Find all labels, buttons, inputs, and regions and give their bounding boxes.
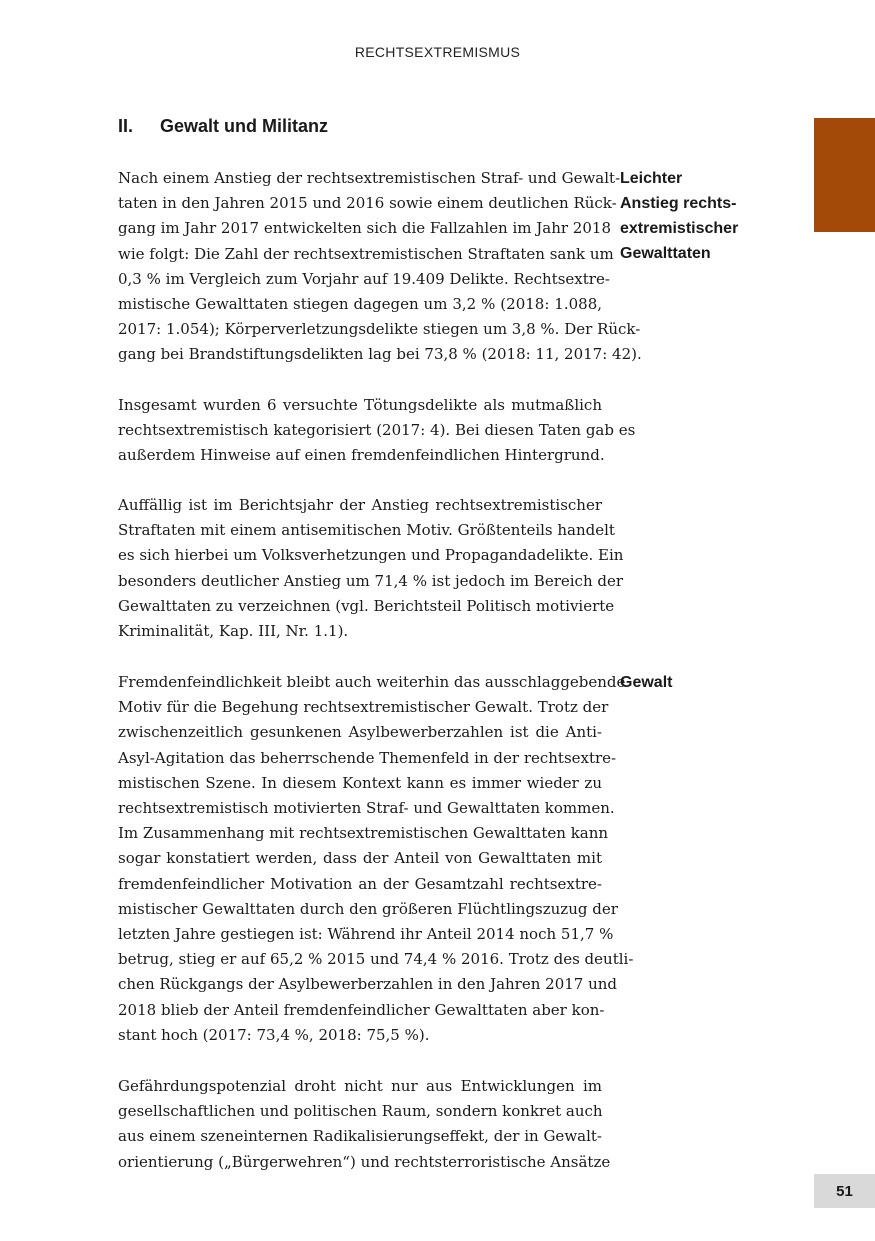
paragraph-2 (118, 393, 636, 469)
text-line: Gewalttaten zu verzeichnen (vgl. Berichtsteil Politisch motivierte (118, 596, 615, 615)
paragraph-3 (118, 493, 624, 644)
section-title (118, 116, 328, 137)
text-line: Fremdenfeindlichkeit bleibt auch weiterhin das ausschlaggebende (118, 673, 626, 691)
text-line: Im Zusammenhang mit rechtsextremistischen Gewalttaten kann (118, 824, 609, 843)
margin-note-violence-increase (620, 166, 800, 266)
text-line: 2018 blieb der Anteil fremdenfeindlicher Gewalttaten aber kon- (118, 1000, 605, 1019)
page-number-text: 51 (836, 1182, 853, 1200)
text-line: aus einem szeneinternen Radikalisierungseffekt, der in Gewalt- (118, 1127, 602, 1146)
paragraph-5 (118, 1074, 611, 1175)
text-line: gang im Jahr 2017 entwickelten sich die Fallzahlen im Jahr 2018 (118, 219, 611, 238)
text-line: wie folgt: Die Zahl der rechtsextremistischen Straftaten sank um (118, 244, 614, 263)
text-line: Kriminalität, Kap. III, Nr. 1.1). (118, 622, 349, 641)
margin-note-line: Leichter (620, 170, 683, 187)
running-head: RECHTSEXTREMISMUS (354, 44, 521, 60)
text-line: Insgesamt wurden 6 versuchte Tötungsdelikte als mutmaßlich (118, 396, 602, 414)
text-line: chen Rückgangs der Asylbewerberzahlen in den Jahren 2017 und (118, 975, 618, 994)
text-line: Straftaten mit einem antisemitischen Motiv. Größtenteils handelt (118, 521, 615, 540)
text-line: fremdenfeindlicher Motivation an der Gesamtzahl rechtsextre- (118, 874, 602, 893)
text-line: besonders deutlicher Anstieg um 71,4 % ist jedoch im Bereich der (118, 571, 624, 590)
text-line: taten in den Jahren 2015 und 2016 sowie einem deutlichen Rück- (118, 194, 617, 213)
text-line: orientierung („Bürgerwehren“) und rechtsterroristische Ansätze (118, 1152, 611, 1171)
margin-note-violence (620, 670, 800, 695)
text-line: Auffällig ist im Berichtsjahr der Anstieg rechtsextremistischer (118, 496, 602, 514)
margin-note-line: extremistischer (620, 220, 739, 237)
margin-note-line: Gewalttaten (620, 245, 711, 262)
text-line: mistischer Gewalttaten durch den größeren Flüchtlingszuzug der (118, 899, 618, 918)
text-line: 0,3 % im Vergleich zum Vorjahr auf 19.409 Delikte. Rechtsextre- (118, 269, 610, 288)
text-line: letzten Jahre gestiegen ist: Während ihr Anteil 2014 noch 51,7 % (118, 925, 614, 944)
text-line: 2017: 1.054); Körperverletzungsdelikte stiegen um 3,8 %. Der Rück- (118, 320, 641, 339)
text-line: sogar konstatiert werden, dass der Anteil von Gewalttaten mit (118, 849, 602, 868)
page-number (814, 1174, 875, 1208)
text-line: mistische Gewalttaten stiegen dagegen um 3,2 % (2018: 1.088, (118, 295, 602, 314)
margin-note-line: Gewalt (620, 674, 673, 691)
section-title-text: Gewalt und Militanz (160, 116, 329, 136)
text-line: es sich hierbei um Volksverhetzungen und Propagandadelikte. Ein (118, 546, 624, 565)
text-line: Nach einem Anstieg der rechtsextremistischen Straf- und Gewalt- (118, 169, 621, 187)
text-line: außerdem Hinweise auf einen fremdenfeindlichen Hintergrund. (118, 446, 605, 465)
text-line: mistischen Szene. In diesem Kontext kann es immer wieder zu (118, 773, 602, 792)
paragraph-4 (118, 670, 634, 1048)
text-line: rechtsextremistisch motivierten Straf- und Gewalttaten kommen. (118, 799, 615, 818)
text-line: gang bei Brandstiftungsdelikten lag bei 73,8 % (2018: 11, 2017: 42). (118, 345, 642, 364)
text-line: rechtsextremistisch kategorisiert (2017: 4). Bei diesen Taten gab es (118, 421, 636, 440)
text-line: Motiv für die Begehung rechtsextremistischer Gewalt. Trotz der (118, 698, 609, 717)
text-line: betrug, stieg er auf 65,2 % 2015 und 74,4 % 2016. Trotz des deutli- (118, 950, 634, 969)
section-number: II. (118, 116, 134, 136)
margin-note-line: Anstieg rechts- (620, 195, 737, 212)
paragraph-1 (118, 166, 642, 368)
text-line: stant hoch (2017: 73,4 %, 2018: 75,5 %). (118, 1025, 430, 1044)
text-line: gesellschaftlichen und politischen Raum, sondern konkret auch (118, 1102, 603, 1121)
chapter-tab (814, 118, 875, 232)
text-line: zwischenzeitlich gesunkenen Asylbewerberzahlen ist die Anti- (118, 723, 602, 742)
text-line: Asyl-Agitation das beherrschende Themenfeld in der rechtsextre- (118, 748, 617, 767)
text-line: Gefährdungspotenzial droht nicht nur aus Entwicklungen im (118, 1077, 602, 1095)
